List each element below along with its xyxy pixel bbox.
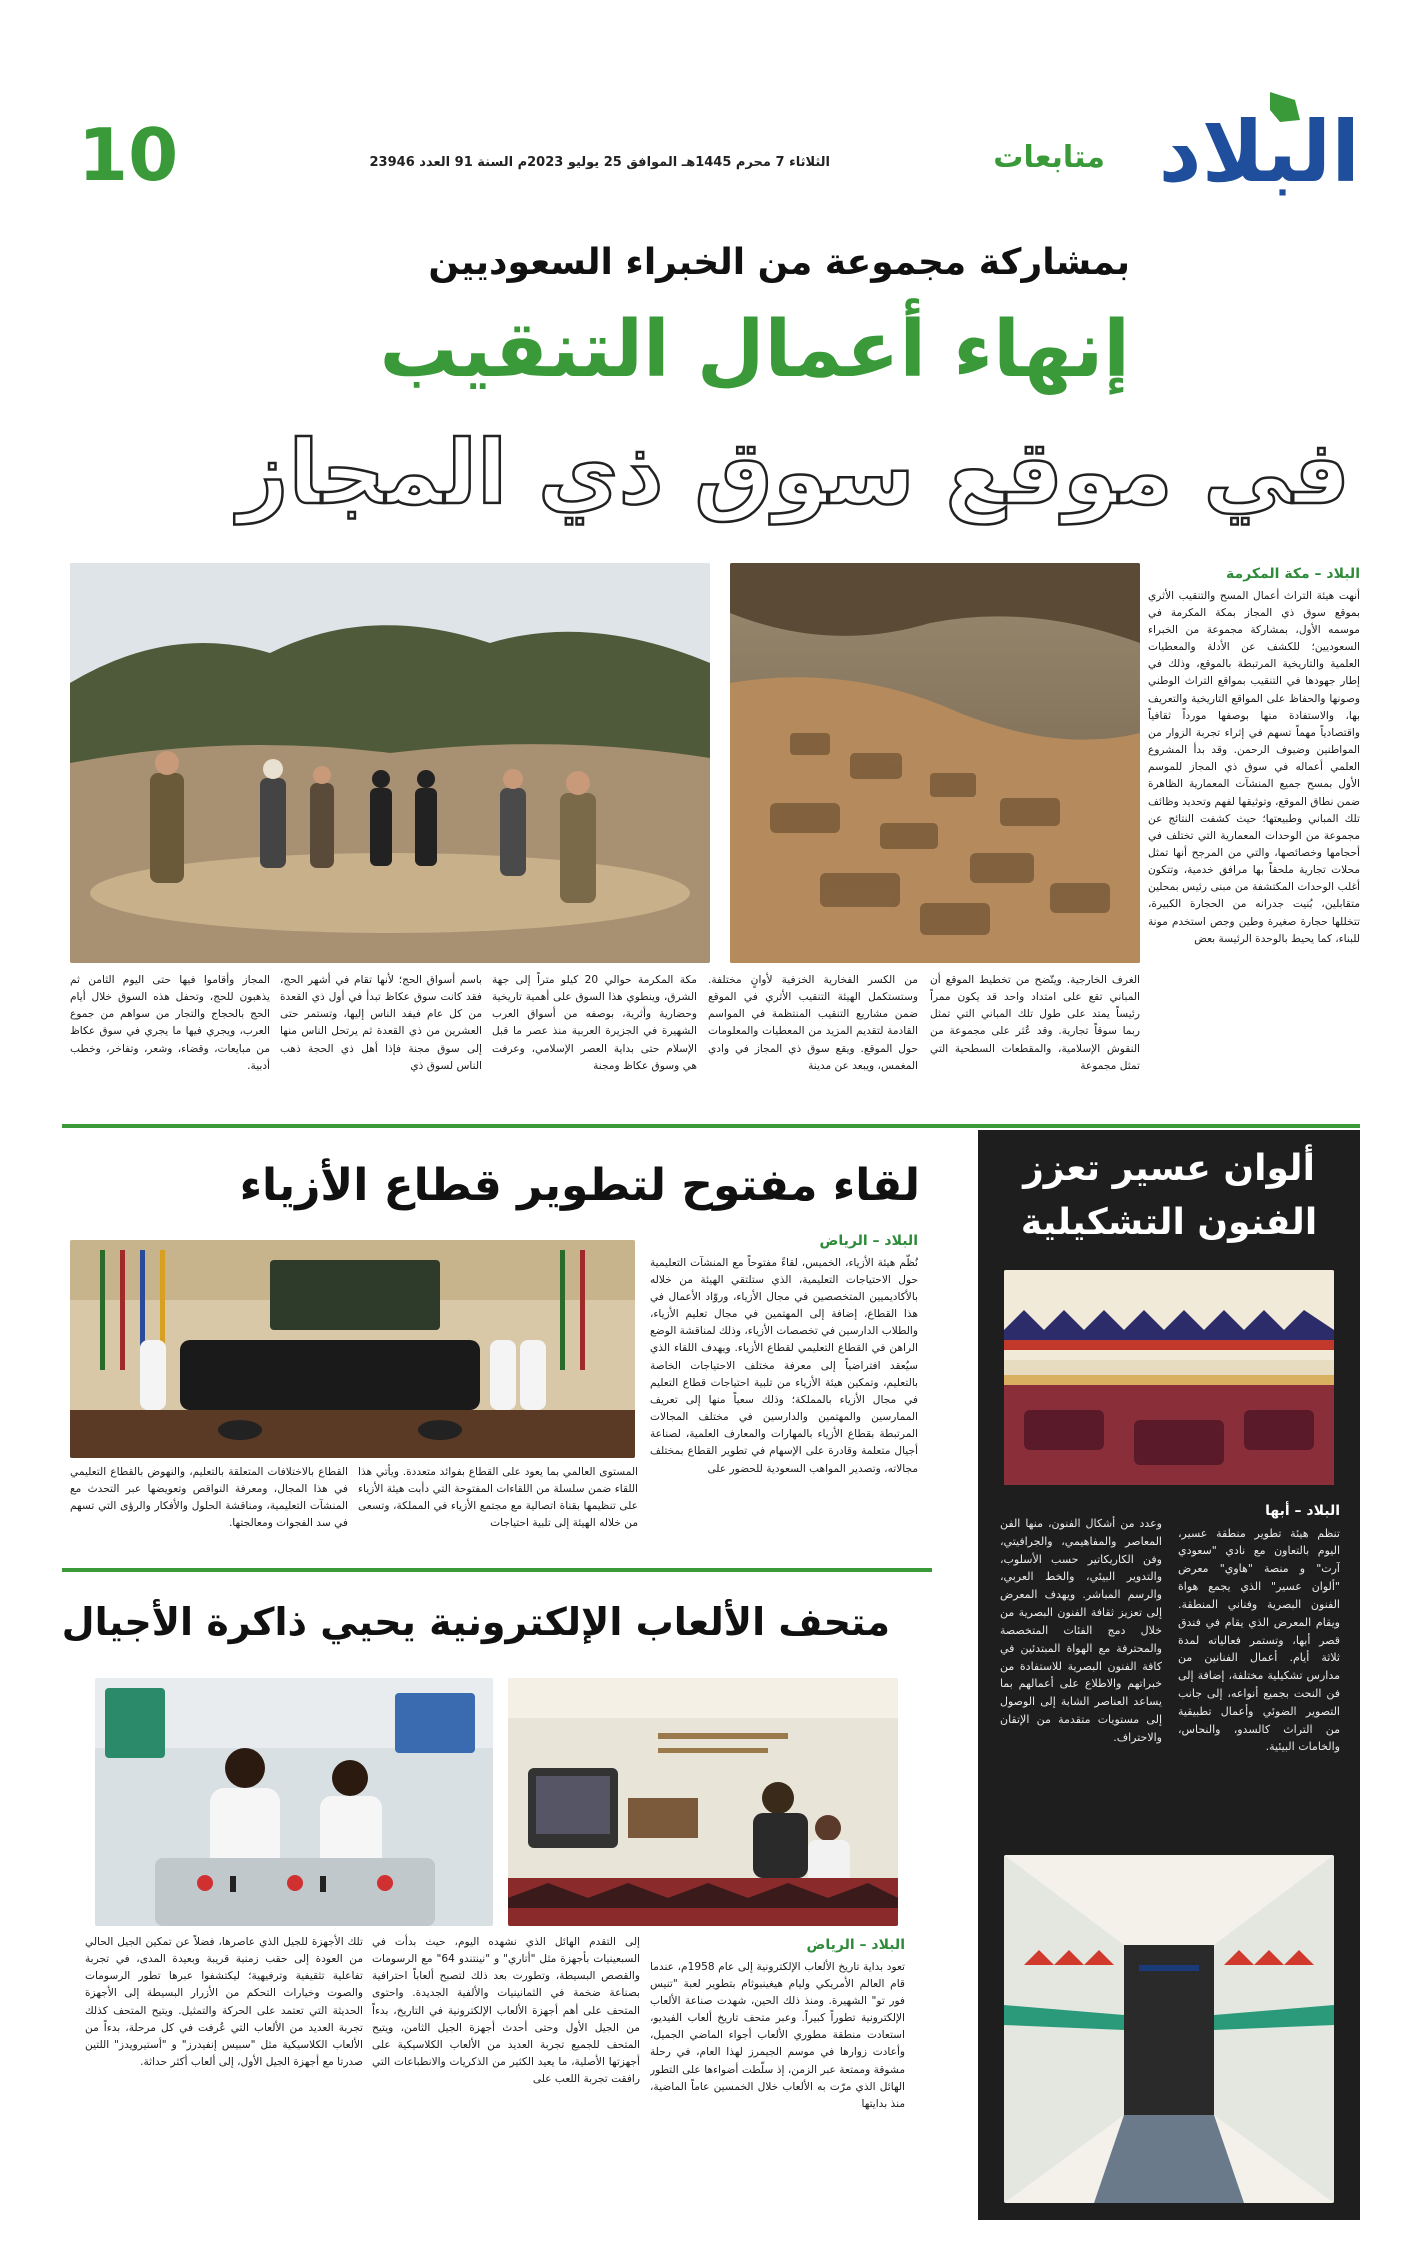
asir-panel bbox=[978, 1130, 1360, 2220]
issue-dateline: الثلاثاء 7 محرم 1445هـ الموافق 25 يوليو 2023م السنة 91 العدد 23946 bbox=[369, 155, 830, 170]
logo-text: البلاد bbox=[1158, 103, 1360, 201]
asir-headline-2: الفنون التشكيلية bbox=[1020, 1202, 1318, 1243]
games-col-1-text: تعود بداية تاريخ الألعاب الإلكترونية إلى عام 1958م، عندما قام العالم الأمريكي وليام هيغينبوثام بتطوير لعبة "تنيس فور تو" الشهيرة. ومنذ ذلك الحين، شهدت صناعة الألعاب الإلكترونية تطوراً كبيراً. وعبر متحف تاريخ ألعاب الفيديو، استعادت منطقة مطوري الألعاب أجواء الماضي الجميل، وأعادت زوارها في موسم الجيمرز لهذا العام، في رحلة مشوقة وممتعة عبر الزمن، إذ سلّطت أضواءها على التطور الهائل الذي مرّت به الألعاب خلال الخمسين عاماً الماضية، منذ بدايتها bbox=[650, 1960, 905, 2110]
lead-column-4 bbox=[492, 972, 697, 1117]
games-dateline: البلاد – الرياض bbox=[806, 1937, 905, 1953]
games-col-2-text: إلى التقدم الهائل الذي نشهده اليوم، حيث بدأت في السبعينيات بأجهزة مثل "أتاري" و "نينتندو 64" مع الرسومات والقصص البسيطة، وتطورت بعد ذلك لتصبح ألعاباً احترافية بصناعة ضخمة في الثمانينيات والألفية الجديدة. واحتوى المتحف على أهم أجهزة الألعاب الإلكترونية في التاريخ، بدءاً من الجيل الأول وحتى أحدث أجهزة الجيل الثامن، ويتيح المتحف للجميع تجربة العديد من الألعاب الكلاسيكية على أجهزتها الأصلية، ما يعيد الكثير من الذكريات والانطباعات التي رافقت تجربة اللعب على bbox=[372, 1936, 640, 2086]
lead-col-5-text: باسم أسواق الحج؛ لأنها تقام في أشهر الحج، فقد كانت سوق عكاظ تبدأ في أول ذي القعدة من كل عام فيفد الناس إليها، وتستمر حتى العشرين من ذي القعدة ثم يرتحل الناس منها إلى سوق مجنة فإذا أهل ذي الحجة ذهب الناس لسوق ذي bbox=[280, 974, 482, 1072]
lead-headline-outline: في موقع سوق ذي المجاز bbox=[237, 421, 1350, 524]
asir-corridor-photo bbox=[1004, 1855, 1334, 2203]
page-number: 10 bbox=[78, 113, 179, 197]
section-divider bbox=[62, 1124, 1360, 1128]
fashion-event-photo bbox=[70, 1240, 635, 1458]
asir-col-2-text: وعدد من أشكال الفنون، منها الفن المعاصر والمفاهيمي، والجرافيتي، وفن الكاريكاتير حسب الأسلوب، والتدوير البيئي، والخط العربي، والرسم المباشر. ويهدف المعرض إلى تعزيز ثقافة الفنون البصرية من خلال دمج الفئات المتخصصة والمحترفة مع الهواة المبتدئين في كافة الفنون البصرية للاستفادة من خبراتهم والاطلاع على أعمالهم بما يساعد العناصر الشابة إلى الوصول إلى مستويات متقدمة من الإتقان والاحتراف. bbox=[1000, 1517, 1162, 1744]
fashion-column-3 bbox=[70, 1464, 348, 1550]
games-col-3-text: تلك الأجهزة للجيل الذي عاصرها، فضلاً عن تمكين الجيل الحالي من العودة إلى حقب زمنية قريبة وبعيدة المدى، في تجربة تفاعلية تثقيفية وترفيهية؛ ليكتشفوا عبرها تطور الرسومات والصوت وخيارات التحكم من الأزرار البسيطة إلى الأجهزة الحديثة التي تعتمد على الحركة والتمثيل. ويتيح المتحف كذلك تجربة العديد من الألعاب التي عُرفت في كل مرحلة، بدءاً من الألعاب الكلاسيكية مثل "سبيس إنفيدرز" و "أستيرويدز" اللتين صدرتا مع أجهزة الجيل الأول، إلى ألعاب أكثر حداثة. bbox=[85, 1936, 363, 2069]
lead-col-4-text: مكة المكرمة حوالي 20 كيلو متراً إلى جهة الشرق، وينطوي هذا السوق على أهمية تاريخية وحضارية وأثرية، بوصفه من أسواق العرب الشهيرة في الجزيرة العربية منذ عصر ما قبل الإسلام حتى بداية العصر الإسلامي، وعرفت هي وسوق عكاظ ومجنة bbox=[492, 974, 697, 1072]
lead-dateline: البلاد – مكة المكرمة bbox=[1226, 566, 1360, 582]
excavation-site-photo bbox=[730, 563, 1140, 963]
fashion-col-2-text: المستوى العالمي بما يعود على القطاع بفوائد متعددة. ويأتي هذا اللقاء ضمن سلسلة من اللقاءات المفتوحة التي دأبت هيئة الأزياء على تنظيمها بقناة اتصالية مع مجتمع الأزياء في المملكة، وتسعى من خلاله الهيئة إلى تلبية احتياجات bbox=[358, 1466, 638, 1530]
fashion-headline: لقاء مفتوح لتطوير قطاع الأزياء bbox=[239, 1160, 920, 1211]
games-family-photo bbox=[508, 1678, 898, 1926]
fashion-col-3-text: القطاع بالاختلافات المتعلقة بالتعليم، والنهوض بالقطاع التعليمي في هذا المجال، ومعرفة النواقص وتعويضها عبر التحدث مع المنشآت التعليمية، ومناقشة الحلول والأفكار والرؤى التي تسهم في سد الفجوات ومعالجتها. bbox=[70, 1466, 348, 1530]
asir-majlis-photo bbox=[1004, 1270, 1334, 1485]
asir-headline-1: ألوان عسير تعزز bbox=[1023, 1148, 1315, 1189]
games-column-1 bbox=[650, 1934, 905, 2214]
games-arcade-photo bbox=[95, 1678, 493, 1926]
lead-column-3 bbox=[708, 972, 918, 1117]
section-title: متابعات bbox=[993, 140, 1105, 175]
asir-dateline: البلاد – أبها bbox=[1265, 1503, 1340, 1519]
fashion-column-1 bbox=[650, 1230, 918, 1550]
fashion-dateline: البلاد – الرياض bbox=[819, 1233, 918, 1249]
lead-column-6 bbox=[70, 972, 270, 1117]
lead-column-2 bbox=[930, 972, 1140, 1117]
newspaper-logo bbox=[1120, 92, 1360, 202]
heritage-team-photo bbox=[70, 563, 710, 963]
asir-col-1-text: تنظم هيئة تطوير منطقة عسير، اليوم بالتعاون مع نادي "سعودي آرت" و منصة "هاوي" معرض "ألوان عسير" الذي يجمع هواة الفنون البصرية وفناني المنطقة. ويقام المعرض الذي يقام في فندق قصر أبها، وتستمر فعالياته لمدة ثلاثة أيام. أعمال الفنانين من مدارس تشكيلية مختلفة، إضافة إلى فن النحت بجميع أنواعه، إلى جانب التصوير الضوئي وأعمال تطبيقية من التراث كالسدو، والنحاس، والخامات البيئية. bbox=[1178, 1526, 1340, 1754]
lead-col-2-text: الغرف الخارجية. ويتّضح من تخطيط الموقع أن المباني تقع على امتداد واحد قد يكون ممراً رئيساً يمتد على طول تلك المباني التي تمثل ربما سوقاً تجارية. وقد عُثر على مجموعة من النقوش الإسلامية، والمقطعات السطحية التي تمثل مجموعة bbox=[930, 974, 1140, 1072]
fashion-col-1-text: نُظّم هيئة الأزياء، الخميس، لقاءً مفتوحاً مع المنشآت التعليمية حول الاحتياجات التعليمية، الذي ستلتقي الهيئة من خلاله بالأكاديميين المتخصصين في مجال الأزياء، وروّاد الأعمال في هذا القطاع، إضافة إلى المهتمين في مجال تعليم الأزياء، والطلاب الدارسين في تخصصات الأزياء، وذلك لمناقشة الوضع الراهن في القطاع التعليمي لقطاع الأزياء. ويهدف اللقاء الذي سيُعقد افتراضياً إلى معرفة مختلف الاحتياجات الخاصة بالتعليم، وتمكين هيئة الأزياء من تلبية احتياجات قطاع التعليم في مجال الأزياء بالمملكة؛ وذلك سعياً منها إلى تعريف الممارسين والمهتمين والدارسين في مختلف المجالات المرتبطة بقطاع الأزياء بالمهارات والمعارف العلمية، لصناعة أجيال متعلمة وقادرة على الإسهام في تطوير القطاع بمختلف مجالاته، وتصدير المواهب السعودية للحضور على bbox=[650, 1256, 918, 1475]
games-headline: متحف الألعاب الإلكترونية يحيي ذاكرة الأجيال bbox=[61, 1600, 890, 1644]
lead-col-6-text: المجاز وأقاموا فيها حتى اليوم الثامن ثم يذهبون للحج، وتحفل هذه السوق خلال أيام الحج بالحجاج والتجار من سواهم من جموع العرب، ويجري فيها ما يجري في سوق عكاظ من مبايعات، وقضاء، وشعر، وتفاخر، وخطب أدبية. bbox=[70, 974, 270, 1072]
games-column-3 bbox=[85, 1934, 363, 2214]
lead-headline: إنهاء أعمال التنقيب bbox=[379, 305, 1130, 395]
lead-col-1-text: أنهت هيئة التراث أعمال المسح والتنقيب الأثري بموقع سوق ذي المجاز بمكة المكرمة في موسمه الأول، بمشاركة مجموعة من الخبراء السعوديين؛ للكشف عن الأدلة والمعطيات العلمية والتاريخية المرتبطة بالموقع، وذلك في إطار جهودها في التنقيب بمواقع التراث الوطني وصونها والحفاظ على المواقع التاريخية والتعريف بها، والاستفادة منها بوصفها مورداً ثقافياً واقتصادياً مهماً تسهم في إثراء تجربة الزوار من المواطنين وضيوف الرحمن. وقد بدأ المشروع العلمي أعماله في سوق ذي المجاز للموسم الأول بمسح جميع المنشآت المعمارية الظاهرة ضمن نطاق الموقع، وتوثيقها لفهم وتحديد وظائف تلك المباني وطبيعتها؛ حيث كشفت النتائج عن مجموعة من الوحدات المعمارية التي تختلف في أحجامها وخصائصها، والتي من المرجح أنها تمثل محلات تجارية ملحقاً بها مرافق خدمية، وتتكون أغلب الوحدات المكتشفة من مبنى رئيس بمحلين متقابلين، بُنيت جدرانه من الحجارة الكبيرة، تتخللها حجارة صغيرة وطين وجص استخدم مونة للبناء، كما يحيط بالوحدة الرئيسة بعض bbox=[1148, 589, 1360, 945]
fashion-column-2 bbox=[358, 1464, 638, 1550]
lead-kicker: بمشاركة مجموعة من الخبراء السعوديين bbox=[428, 242, 1130, 283]
lead-column-1 bbox=[1148, 563, 1360, 1118]
masthead bbox=[0, 0, 1420, 230]
lead-column-5 bbox=[280, 972, 482, 1117]
lead-col-3-text: من الكسر الفخارية الخزفية لأوانٍ مختلفة. وستستكمل الهيئة التنقيب الأثري في الموقع ضمن مشاريع التنقيب المنتظمة في المواسم القادمة لتقديم المزيد من المعطيات والمعلومات حول الموقع. ويقع سوق ذي المجاز في وادي المغمس، ويبعد عن مدينة bbox=[708, 974, 918, 1072]
games-column-2 bbox=[372, 1934, 640, 2214]
games-divider bbox=[62, 1568, 932, 1572]
